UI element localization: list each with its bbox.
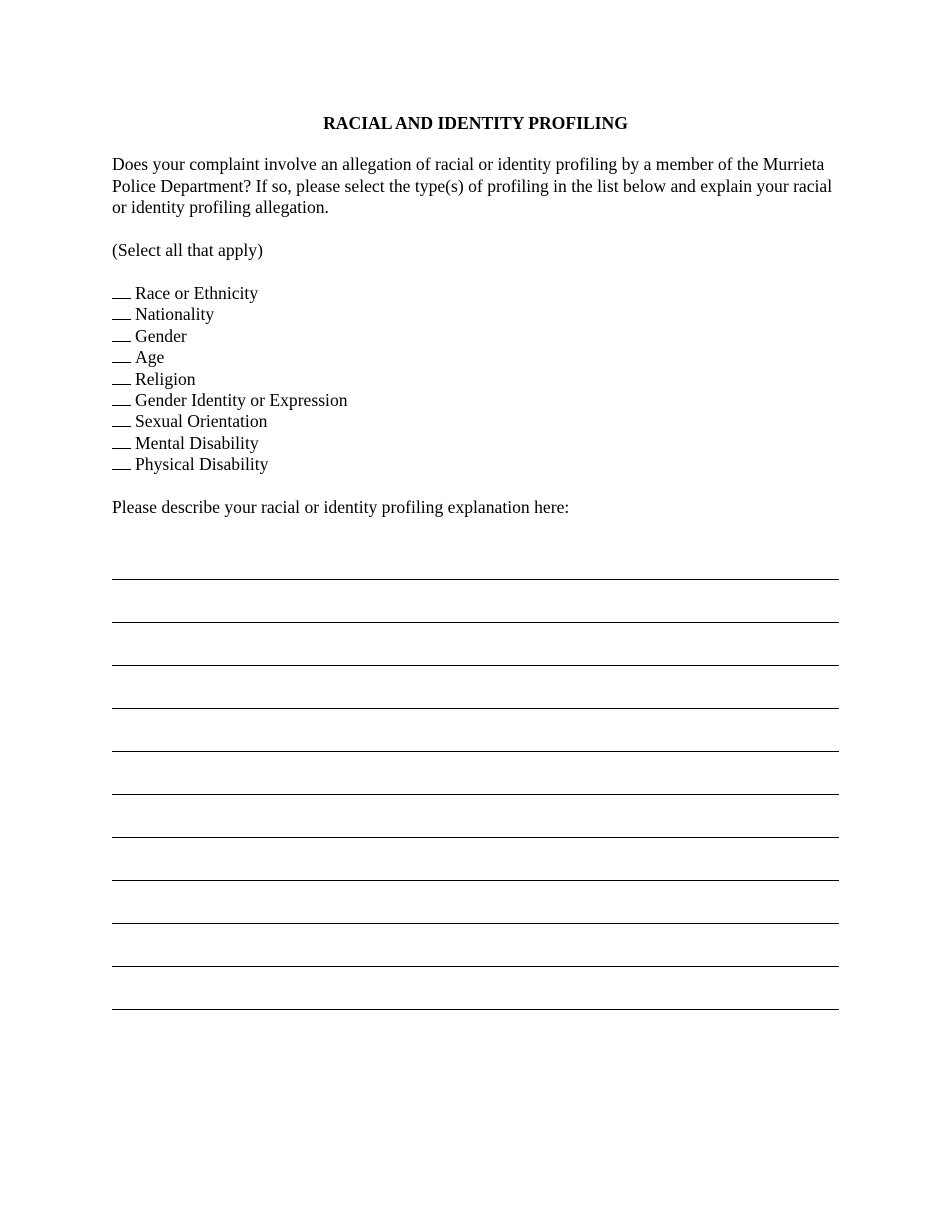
option-mental-disability[interactable] (112, 433, 348, 454)
option-label: Physical Disability (135, 454, 269, 475)
option-religion[interactable] (112, 369, 348, 390)
checkbox-blank[interactable] (112, 326, 131, 342)
option-label: Gender Identity or Expression (135, 389, 348, 410)
checkbox-blank[interactable] (112, 347, 131, 363)
checkbox-blank[interactable] (112, 411, 131, 427)
answer-line[interactable] (112, 780, 839, 795)
option-label: Nationality (135, 304, 215, 325)
describe-prompt: Please describe your racial or identity profiling explanation here: (112, 497, 570, 517)
checkbox-blank[interactable] (112, 283, 131, 299)
checkbox-blank[interactable] (112, 369, 131, 385)
answer-line[interactable] (112, 565, 839, 580)
answer-line[interactable] (112, 823, 839, 838)
intro-paragraph: Does your complaint involve an allegation of racial or identity profiling by a member of the Murrieta Police Department? If so, please select the type(s) of profiling in the list below and explain your racial or identity profiling allegation. (112, 154, 833, 217)
answer-line[interactable] (112, 952, 839, 967)
option-label: Gender (135, 325, 187, 346)
option-label: Mental Disability (135, 432, 259, 453)
checkbox-blank[interactable] (112, 304, 131, 320)
answer-line[interactable] (112, 694, 839, 709)
option-sexual-orientation[interactable] (112, 411, 348, 432)
option-label: Sexual Orientation (135, 411, 268, 432)
answer-line[interactable] (112, 737, 839, 752)
option-race-or-ethnicity[interactable] (112, 283, 348, 304)
option-physical-disability[interactable] (112, 454, 348, 475)
answer-line[interactable] (112, 909, 839, 924)
select-instruction: (Select all that apply) (112, 240, 263, 260)
option-label: Religion (135, 368, 196, 389)
answer-line[interactable] (112, 651, 839, 666)
checkbox-blank[interactable] (112, 390, 131, 406)
option-label: Age (135, 347, 165, 368)
option-label: Race or Ethnicity (135, 283, 259, 303)
checkbox-blank[interactable] (112, 454, 131, 470)
option-gender-identity-or-expression[interactable] (112, 390, 348, 411)
option-nationality[interactable] (112, 304, 348, 325)
option-gender[interactable] (112, 326, 348, 347)
profiling-type-list (112, 283, 348, 476)
page-title: RACIAL AND IDENTITY PROFILING (323, 113, 628, 133)
answer-line[interactable] (112, 866, 839, 881)
checkbox-blank[interactable] (112, 433, 131, 449)
answer-line[interactable] (112, 995, 839, 1010)
option-age[interactable] (112, 347, 348, 368)
answer-line[interactable] (112, 608, 839, 623)
